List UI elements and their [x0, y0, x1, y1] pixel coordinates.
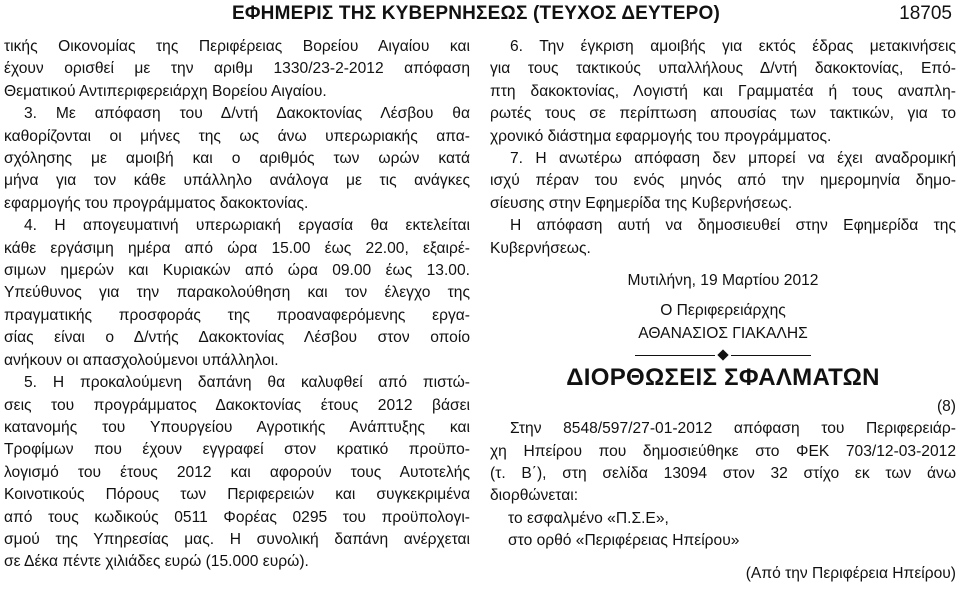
- text-line: χη Ηπείρου που δημοσιεύθηκε στο ΦΕΚ 703/12-03-2012: [490, 442, 956, 460]
- gazette-title: ΕΦΗΜΕΡΙΣ ΤΗΣ ΚΥΒΕΡΝΗΣΕΩΣ (ΤΕΥΧΟΣ ΔΕΥΤΕΡΟ): [232, 3, 720, 24]
- text-line: σίας είναι ο Δ/ντής Δακοκτονίας Λέσβου στον οποίο: [4, 329, 470, 347]
- correct-text: στο ορθό «Περιφέρειας Ηπείρου»: [508, 532, 740, 550]
- source-note: (Από την Περιφέρεια Ηπείρου): [745, 564, 956, 582]
- text-line: καθορίζονται οι μήνες της ως άνω υπερωριακής απα-: [4, 127, 470, 145]
- signature-place-date: Μυτιλήνη, 19 Μαρτίου 2012: [627, 272, 819, 290]
- text-line: κάθε εργάσιμη ημέρα από ώρα 15.00 έως 22.00, εξαιρέ-: [4, 239, 470, 257]
- diamond-ornament-icon: [717, 350, 728, 361]
- text-line: σμού της Υπηρεσίας μας. Η συνολική δαπάνη ανέρχεται: [4, 530, 470, 548]
- text-line: 6. Την έγκριση αμοιβής για εκτός έδρας μετακινήσεις: [510, 38, 956, 55]
- text-line: πραγματικής προσφοράς της προαναφερόμενης εργα-: [4, 306, 470, 324]
- text-line: σε Δέκα πέντε χιλιάδες ευρώ (15.000 ευρώ).: [4, 553, 309, 571]
- text-line: σχόλησης με αμοιβή και ο αριθμός των ωρών κατά: [4, 150, 470, 168]
- text-line: τικής Οικονομίας της Περιφέρειας Βορείου Αιγαίου και: [4, 38, 470, 55]
- text-line: Θεματικού Αντιπεριφερειάρχη Βορείου Αιγαίου.: [4, 82, 327, 100]
- text-line: σίευσης στην Εφημερίδα της Κυβερνήσεως.: [490, 194, 793, 212]
- text-line: χρονικό διάστημα εφαρμογής του προγράμματος.: [490, 127, 832, 145]
- text-line: εφαρμογής του προγράμματος δακοκτονίας.: [4, 194, 309, 212]
- right-column: [490, 36, 956, 585]
- divider-line: [635, 355, 715, 356]
- text-line: κατανομής του Υπουργείου Αγροτικής Ανάπτυξης και: [4, 418, 470, 436]
- left-column: [4, 36, 470, 574]
- text-line: λογισμό του έτους 2012 και αφορούν τους Αυτοτελής: [4, 463, 470, 481]
- page-number: 18705: [899, 3, 952, 24]
- text-line: πτη δακοκτονίας, Λογιστή και Γραμματέα ή τους αναπλη-: [490, 82, 956, 100]
- wrong-text: το εσφαλμένο «Π.Σ.Ε»,: [508, 509, 669, 527]
- text-line: Κοινοτικούς Πόρους των Περιφερειών και συγκεκριμένα: [4, 486, 470, 504]
- text-line: 3. Με απόφαση του Δ/ντή Δακοκτονίας Λέσβου θα: [24, 105, 470, 123]
- text-line: σιμων ημερών και Κυριακών από ώρα 09.00 έως 13.00.: [4, 262, 470, 280]
- text-line: 4. Η απογευματινή υπερωριακή εργασία θα εκτελείται: [24, 217, 470, 235]
- text-line: 7. Η ανωτέρω απόφαση δεν μπορεί να έχει αναδρομική: [510, 150, 956, 168]
- text-line: Στην 8548/597/27-01-2012 απόφαση του Περιφερειάρ-: [510, 420, 956, 438]
- text-line: 5. Η προκαλούμενη δαπάνη θα καλυφθεί από πιστώ-: [24, 374, 470, 392]
- text-line: (τ. Β΄), στη σελίδα 13094 στον 32 στίχο εκ των άνω: [490, 464, 956, 482]
- text-line: για τους τακτικούς υπαλλήλους Δ/ντή δακοκτονίας, Επό-: [490, 60, 956, 78]
- text-line: Υπεύθυνος για την παρακολούθηση και τον έλεγχο της: [4, 284, 470, 302]
- text-line: ανήκουν οι απασχολούμενοι υπάλληλοι.: [4, 351, 279, 369]
- text-line: ισχύ πέραν του ενός μηνός από την ημερομηνία δημο-: [490, 172, 956, 190]
- signature-role: Ο Περιφερειάρχης: [660, 302, 786, 320]
- text-line: Τροφίμων που έχουν εγγραφεί στον κρατικό προϋπο-: [4, 441, 470, 459]
- text-line: Κυβερνήσεως.: [490, 239, 591, 257]
- text-line: διορθώνεται:: [490, 487, 579, 505]
- text-line: μήνα για τον κάθε υπάλληλο ανάλογα με τις ανάγκες: [4, 172, 470, 190]
- signature-name: ΑΘΑΝΑΣΙΟΣ ΓΙΑΚΑΛΗΣ: [638, 324, 808, 342]
- section-heading: ΔΙΟΡΘΩΣΕΙΣ ΣΦΑΛΜΑΤΩΝ: [566, 364, 880, 392]
- text-line: Η απόφαση αυτή να δημοσιευθεί στην Εφημερίδα της: [510, 217, 956, 235]
- divider-line: [731, 355, 811, 356]
- text-line: έχουν ορισθεί με την αριθμ 1330/23-2-2012 απόφαση: [4, 60, 470, 78]
- text-line: ρωτές τους σε περίπτωση απουσίας των τακτικών, για το: [490, 105, 956, 123]
- text-line: σεις του προγράμματος Δακοκτονίας έτους 2012 βάσει: [4, 396, 470, 414]
- text-line: από τους κωδικούς 0511 Φορέας 0295 του προϋπολογι-: [4, 508, 470, 526]
- section-divider: [490, 347, 956, 363]
- correction-number: (8): [936, 397, 956, 415]
- page-header: [0, 0, 960, 30]
